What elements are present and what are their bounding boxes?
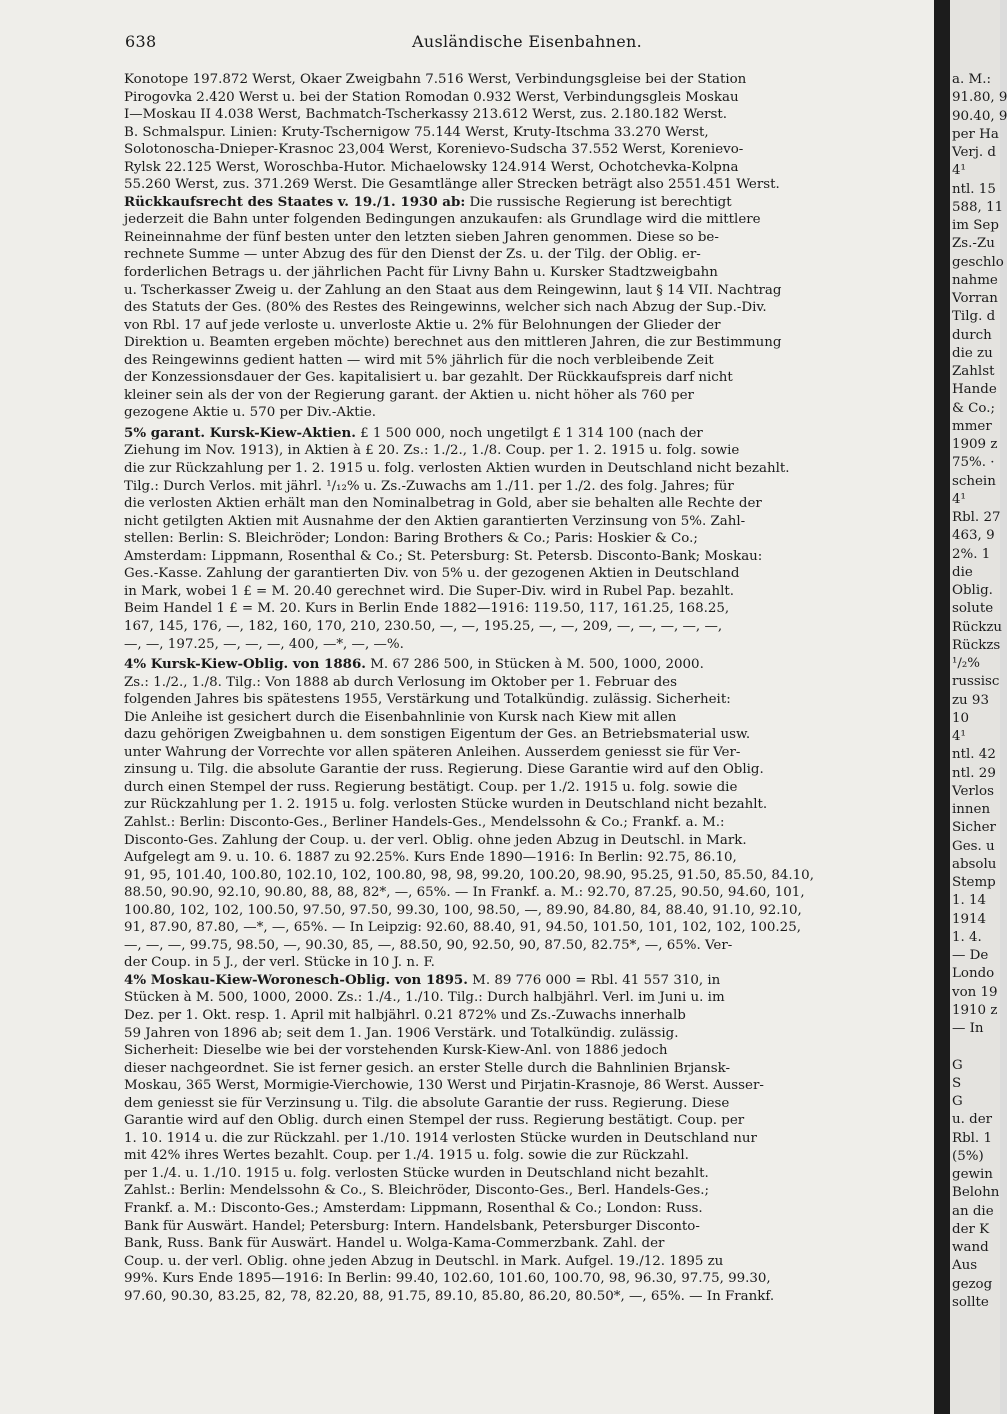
page-number: 638	[125, 32, 157, 51]
facing-page-fragment: schein	[952, 473, 996, 489]
line-text: Garantie wird auf den Oblig. durch einen Stempel der russ. Regierung bestätigt. Coup. per	[124, 1113, 745, 1129]
text-line	[124, 709, 932, 727]
facing-page-fragment: 1. 4.	[952, 929, 982, 945]
facing-page-fragment: innen	[952, 802, 991, 817]
text-line	[124, 530, 932, 548]
facing-page-fragment: Zs.-Zu	[952, 236, 995, 252]
text-line	[124, 1165, 932, 1183]
line-text: der Coup. in 5 J., der verl. Stücke in 10 J. n. F.	[124, 955, 435, 971]
line-text: u. Tscherkasser Zweig u. der Zahlung an den Staat aus dem Reingewinn, laut § 14 VII. Nachtrag	[124, 282, 782, 298]
line-text: Rylsk 22.125 Werst, Woroschba-Hutor. Michaelowsky 124.914 Werst, Ochotchevka-Kolpna	[124, 159, 739, 175]
text-line	[124, 796, 932, 814]
text-line	[124, 89, 932, 107]
line-text: folgenden Jahres bis spätestens 1955, Verstärkung und Totalkündig. zulässig. Sicherheit:	[124, 692, 731, 708]
facing-page-fragment: Vorran	[952, 291, 998, 306]
line-text: stellen: Berlin: S. Bleichröder; London: Baring Brothers & Co.; Paris: Hoskier & Co.;	[124, 531, 698, 547]
text-line	[124, 1270, 932, 1288]
text-line	[124, 691, 932, 709]
facing-page-fragment: Londo	[952, 966, 995, 982]
text-line	[124, 779, 932, 797]
text-line	[124, 1060, 932, 1078]
text-line	[124, 282, 932, 300]
facing-page-fragment: ntl. 15	[952, 181, 996, 197]
text-line	[124, 460, 932, 478]
text-line	[124, 867, 932, 885]
facing-page-fragment	[952, 1038, 1000, 1056]
facing-page-fragment: ¹/₂%	[952, 656, 980, 671]
section-heading: Rückkaufsrecht des Staates v. 19./1. 1930 ab:	[124, 193, 466, 210]
text-line	[124, 1253, 932, 1271]
line-text: Die russische Regierung ist berechtigt	[465, 194, 732, 210]
line-text: Dez. per 1. Okt. resp. 1. April mit halbjährl. 0.21 872% und Zs.-Zuwachs innerhalb	[124, 1007, 686, 1023]
line-text: Bank für Auswärt. Handel; Petersburg: Intern. Handelsbank, Petersburger Disconto-	[124, 1218, 700, 1234]
text-line	[124, 264, 932, 282]
facing-page-fragment: 588, 11	[952, 199, 1004, 215]
line-text: 88.50, 90.90, 92.10, 90.80, 88, 88, 82*, —, 65%. — In Frankf. a. M.: 92.70, 87.25, 90.50, 94.60, 101,	[124, 885, 805, 901]
facing-page-fragment: G	[952, 1094, 963, 1109]
facing-page-fragment: Aus	[952, 1258, 978, 1274]
facing-page-fragment: Tilg. d	[952, 309, 996, 325]
line-text: 167, 145, 176, —, 182, 160, 170, 210, 230.50, —, —, 195.25, —, —, 209, —, —, —, —, —,	[124, 618, 723, 634]
text-line	[124, 246, 932, 264]
text-line	[124, 1130, 932, 1148]
line-text: dem geniesst sie für Verzinsung u. Tilg. die absolute Garantie der russ. Regierung. Diese	[124, 1095, 730, 1111]
line-text: mit 42% ihres Wertes bezahlt. Coup. per 1./4. 1915 u. folg. sowie die zur Rückzahl.	[124, 1148, 689, 1164]
line-text: Direktion u. Beamten ergeben möchte) berechnet aus den mittleren Jahren, die zur Bestimmung	[124, 335, 782, 351]
facing-page-fragment: 91.80, 9	[952, 90, 1007, 106]
text-line	[124, 478, 932, 496]
text-line	[124, 334, 932, 352]
text-line	[124, 369, 932, 387]
facing-page-edge	[950, 0, 1007, 1414]
facing-page-fragment: zu 93	[952, 692, 989, 708]
line-text: Zahlst.: Berlin: Disconto-Ges., Berliner Handels-Ges., Mendelssohn & Co.; Frankf. a. M.:	[124, 814, 725, 830]
text-line	[124, 726, 932, 744]
facing-page-fragment: Stemp	[952, 875, 996, 890]
text-line	[124, 194, 932, 212]
text-line	[124, 583, 932, 601]
text-line	[124, 1042, 932, 1060]
text-line	[124, 989, 932, 1007]
facing-page-fragment: 1. 14	[952, 893, 987, 909]
facing-page-fragment: 4¹	[952, 163, 966, 179]
line-text: Coup. u. der verl. Oblig. ohne jeden Abzug in Deutschl. in Mark. Aufgel. 19./12. 1895 zu	[124, 1253, 724, 1269]
running-title: Ausländische Eisenbahnen.	[412, 32, 642, 51]
text-line	[124, 1025, 932, 1043]
facing-page-fragment: 1909 z	[952, 437, 998, 452]
facing-page-fragment: Oblig.	[952, 583, 993, 598]
text-line	[124, 600, 932, 618]
facing-page-fragment: die zu	[952, 345, 993, 361]
facing-page-fragment: u. der	[952, 1112, 993, 1128]
text-line	[124, 387, 932, 405]
line-text: B. Schmalspur. Linien: Kruty-Tschernigow 75.144 Werst, Kruty-Itschma 33.270 Werst,	[124, 124, 709, 140]
line-text: 91, 87.90, 87.80, —*, —, 65%. — In Leipzig: 92.60, 88.40, 91, 94.50, 101.50, 101, 102, 102, 100.25,	[124, 920, 801, 936]
line-text: 97.60, 90.30, 83.25, 82, 78, 82.20, 88, 91.75, 89.10, 85.80, 86.20, 80.50*, —, 65%. — In Frankf.	[124, 1288, 775, 1304]
body-text-column	[124, 71, 932, 1305]
line-text: die zur Rückzahlung per 1. 2. 1915 u. folg. verlosten Aktien wurden in Deutschland nicht bezahlt.	[124, 461, 790, 477]
facing-page-fragment: Zahlst	[952, 364, 995, 379]
facing-page-fragment: sollte	[952, 1294, 989, 1310]
line-text: der Konzessionsdauer der Ges. kapitalisiert u. bar gezahlt. Der Rückkaufspreis darf nicht	[124, 370, 733, 386]
facing-page-fragment: 90.40, 9	[952, 108, 1007, 124]
line-text: Ziehung im Nov. 1913), in Aktien à £ 20. Zs.: 1./2., 1./8. Coup. per 1. 2. 1915 u. folg. sowie	[124, 443, 740, 459]
text-line	[124, 352, 932, 370]
text-line	[124, 299, 932, 317]
text-line	[124, 618, 932, 636]
facing-page-fragment: — De	[952, 948, 989, 963]
text-line	[124, 548, 932, 566]
text-line	[124, 744, 932, 762]
text-line	[124, 159, 932, 177]
line-text: kleiner sein als der von der Regierung garant. der Aktien u. nicht höher als 760 per	[124, 387, 694, 403]
facing-page-fragment: — In	[952, 1021, 984, 1036]
text-line	[124, 1218, 932, 1236]
text-line	[124, 1077, 932, 1095]
text-line	[124, 919, 932, 937]
facing-page-fragment: Ges. u	[952, 838, 995, 854]
text-line	[124, 937, 932, 955]
text-line	[124, 814, 932, 832]
line-text: zur Rückzahlung per 1. 2. 1915 u. folg. verlosten Stücke wurden in Deutschland nicht bezahlt.	[124, 797, 768, 813]
facing-page-fragment: gewin	[952, 1167, 993, 1182]
line-text: 1. 10. 1914 u. die zur Rückzahl. per 1./10. 1914 verlosten Stücke wurden in Deutschland nur	[124, 1130, 757, 1146]
line-text: M. 67 286 500, in Stücken à M. 500, 1000, 2000.	[365, 657, 704, 673]
line-text: Zahlst.: Berlin: Mendelssohn & Co., S. Bleichröder, Disconto-Ges., Berl. Handels-Ges.;	[124, 1183, 710, 1199]
line-text: 100.80, 102, 102, 100.50, 97.50, 97.50, 99.30, 100, 98.50, —, 89.90, 84.80, 84, 88.40, 91.10, 92.10,	[124, 902, 802, 918]
section-heading: 4% Kursk-Kiew-Oblig. von 1886.	[124, 656, 366, 673]
line-text: 91, 95, 101.40, 100.80, 102.10, 102, 100.80, 98, 98, 99.20, 100.20, 98.90, 95.25, 91.50, 85.50, 84.10,	[124, 867, 814, 883]
line-text: durch einen Stempel der russ. Regierung bestätigt. Coup. per 1./2. 1915 u. folg. sowie die	[124, 779, 738, 795]
text-line	[124, 972, 932, 990]
line-text: —, —, —, 99.75, 98.50, —, 90.30, 85, —, 88.50, 90, 92.50, 90, 87.50, 82.75*, —, 65%. Ver-	[124, 937, 733, 953]
facing-page-fragment: durch	[952, 327, 992, 343]
line-text: Sicherheit: Dieselbe wie bei der vorstehenden Kursk-Kiew-Anl. von 1886 jedoch	[124, 1043, 668, 1059]
line-text: Tilg.: Durch Verlos. mit jährl. ¹/₁₂% u. Zs.-Zuwachs am 1./11. per 1./2. des folg. Jahres; für	[124, 478, 734, 494]
facing-page-fragment: wand	[952, 1240, 989, 1255]
line-text: Solotonoscha-Dnieper-Krasnoc 23,004 Werst, Korenievo-Sudscha 37.552 Werst, Korenievo-	[124, 142, 744, 158]
facing-page-fragment: Verj. d	[952, 145, 997, 160]
text-line	[124, 495, 932, 513]
text-line	[124, 1235, 932, 1253]
text-line	[124, 674, 932, 692]
facing-page-fragment: (5%)	[952, 1148, 984, 1164]
section-heading: 4% Moskau-Kiew-Woronesch-Oblig. von 1895.	[124, 971, 468, 988]
text-line	[124, 1112, 932, 1130]
facing-page-fragment: mmer	[952, 418, 992, 434]
facing-page-fragment: 2%. 1	[952, 546, 991, 562]
facing-page-fragment: Hande	[952, 382, 997, 398]
line-text: unter Wahrung der Vorrechte vor allen späteren Anleihen. Ausserdem geniesst sie für Ver-	[124, 744, 741, 760]
line-text: Beim Handel 1 £ = M. 20. Kurs in Berlin Ende 1882—1916: 119.50, 117, 161.25, 168.25,	[124, 601, 730, 617]
line-text: Aufgelegt am 9. u. 10. 6. 1887 zu 92.25%. Kurs Ende 1890—1916: In Berlin: 92.75, 86.10,	[124, 850, 737, 866]
line-text: des Statuts der Ges. (80% des Restes des Reingewinns, welcher sich nach Abzug der Sup.-Div.	[124, 300, 767, 316]
line-text: Disconto-Ges. Zahlung der Coup. u. der verl. Oblig. ohne jeden Abzug in Deutschl. in Mark.	[124, 832, 747, 848]
line-text: Frankf. a. M.: Disconto-Ges.; Amsterdam: Lippmann, Rosenthal & Co.; London: Russ.	[124, 1201, 703, 1216]
text-line	[124, 761, 932, 779]
line-text: Stücken à M. 500, 1000, 2000. Zs.: 1./4., 1./10. Tilg.: Durch halbjährl. Verl. im Juni u. im	[124, 990, 725, 1006]
text-line	[124, 124, 932, 142]
line-text: die verlosten Aktien erhält man den Nominalbetrag in Gold, aber sie behalten alle Rechte der	[124, 496, 762, 512]
book-binding-gutter	[934, 0, 950, 1414]
line-text: gezogene Aktie u. 570 per Div.-Aktie.	[124, 405, 377, 421]
facing-page-fragment: 4¹	[952, 491, 966, 507]
page-header	[0, 32, 942, 56]
line-text: M. 89 776 000 = Rbl. 41 557 310, in	[467, 972, 721, 988]
facing-page-fragment: G	[952, 1057, 963, 1073]
text-line	[124, 565, 932, 583]
line-text: Amsterdam: Lippmann, Rosenthal & Co.; St. Petersburg: St. Petersb. Disconto-Bank; Moskau:	[124, 548, 763, 564]
line-text: von Rbl. 17 auf jede verloste u. unverloste Aktie u. 2% für Belohnungen der Glieder der	[124, 317, 721, 333]
facing-page-fragment: S	[952, 1075, 962, 1091]
facing-page-fragment: im Sep	[952, 218, 999, 233]
line-text: jederzeit die Bahn unter folgenden Bedingungen anzukaufen: als Grundlage wird die mittlere	[124, 212, 761, 228]
text-line	[124, 513, 932, 531]
line-text: Moskau, 365 Werst, Mormigie-Vierchowie, 130 Werst und Pirjatin-Krasnoje, 86 Werst. Ausser-	[124, 1078, 764, 1094]
line-text: des Reingewinns gedient hatten — wird mit 5% jährlich für die noch verbleibende Zeit	[124, 352, 714, 368]
facing-page-fragment: solute	[952, 601, 994, 617]
text-line	[124, 849, 932, 867]
text-line	[124, 1288, 932, 1306]
line-text: £ 1 500 000, noch ungetilgt £ 1 314 100 (nach der	[355, 425, 703, 441]
line-text: Reineinnahme der fünf besten unter den letzten sieben Jahren genommen. Diese so be-	[124, 229, 719, 245]
facing-page-fragment: Rbl. 1	[952, 1130, 992, 1146]
text-line	[124, 442, 932, 460]
text-line	[124, 176, 932, 194]
line-text: Pirogovka 2.420 Werst u. bei der Station Romodan 0.932 Werst, Verbindungsgleis Moskau	[124, 89, 739, 105]
text-line	[124, 1007, 932, 1025]
line-text: per 1./4. u. 1./10. 1915 u. folg. verlosten Stücke wurden in Deutschland nicht bezahlt.	[124, 1165, 709, 1181]
text-line	[124, 71, 932, 89]
line-text: Konotope 197.872 Werst, Okaer Zweigbahn 7.516 Werst, Verbindungsgleise bei der Station	[124, 72, 747, 87]
facing-page-fragment: nahme	[952, 272, 998, 288]
text-line	[124, 229, 932, 247]
facing-page-fragment: 10	[952, 710, 970, 726]
facing-page-fragment: ntl. 42	[952, 747, 996, 763]
facing-page-fragment: von 19	[952, 984, 998, 1000]
facing-page-fragment: 1910 z	[952, 1002, 998, 1018]
facing-page-fragment: der K	[952, 1221, 990, 1237]
line-text: Zs.: 1./2., 1./8. Tilg.: Von 1888 ab durch Verlosung im Oktober per 1. Februar des	[124, 674, 677, 690]
text-line	[124, 141, 932, 159]
text-line	[124, 1182, 932, 1200]
line-text: —, —, 197.25, —, —, —, 400, —*, —, —%.	[124, 636, 404, 652]
line-text: 59 Jahren von 1896 ab; seit dem 1. Jan. 1906 Verstärk. und Totalkündig. zulässig.	[124, 1025, 679, 1041]
text-line	[124, 211, 932, 229]
facing-page-fragment: 1914	[952, 911, 987, 927]
facing-page-fragment: absolu	[952, 856, 997, 872]
text-line	[124, 425, 932, 443]
text-line	[124, 1147, 932, 1165]
facing-page-fragment: 75%. ·	[952, 455, 995, 471]
facing-page-fragment: russisc	[952, 674, 1000, 690]
facing-page-fragment: a. M.:	[952, 72, 991, 87]
line-text: I—Moskau II 4.038 Werst, Bachmatch-Tscherkassy 213.612 Werst, zus. 2.180.182 Werst.	[124, 107, 727, 123]
line-text: Ges.-Kasse. Zahlung der garantierten Div. von 5% u. der gezogenen Aktien in Deutschland	[124, 566, 740, 582]
text-line	[124, 902, 932, 920]
facing-page-fragment: 463, 9	[952, 528, 995, 544]
text-line	[124, 656, 932, 674]
line-text: nicht getilgten Aktien mit Ausnahme der den Aktien garantierten Verzinsung von 5%. Zahl-	[124, 513, 746, 529]
line-text: 99%. Kurs Ende 1895—1916: In Berlin: 99.40, 102.60, 101.60, 100.70, 98, 96.30, 97.75, 99.30,	[124, 1271, 771, 1287]
facing-page-fragment: Verlos	[952, 783, 994, 799]
line-text: 55.260 Werst, zus. 371.269 Werst. Die Gesamtlänge aller Strecken beträgt also 2551.451 Werst.	[124, 177, 780, 193]
facing-page-fragment: geschlo	[952, 254, 1004, 270]
text-line	[124, 636, 932, 654]
line-text: dieser nachgeordnet. Sie ist ferner gesich. an erster Stelle durch die Bahnlinien Brjansk-	[124, 1060, 731, 1076]
text-line	[124, 1200, 932, 1218]
text-line	[124, 404, 932, 422]
section-heading: 5% garant. Kursk-Kiew-Aktien.	[124, 424, 356, 441]
facing-page-fragment: & Co.;	[952, 400, 996, 416]
line-text: Die Anleihe ist gesichert durch die Eisenbahnlinie von Kursk nach Kiew mit allen	[124, 709, 677, 725]
line-text: dazu gehörigen Zweigbahnen u. dem sonstigen Eigentum der Ges. an Betriebsmaterial usw.	[124, 727, 751, 743]
facing-page-fragment: die	[952, 564, 973, 580]
facing-page-fragment: ntl. 29	[952, 765, 996, 781]
facing-page-fragment: Rbl. 27	[952, 510, 1001, 525]
facing-page-text	[952, 71, 1007, 1312]
facing-page-fragment: Rückzu	[952, 619, 1002, 635]
text-line	[124, 832, 932, 850]
text-line	[124, 1095, 932, 1113]
facing-page-fragment: Belohn	[952, 1185, 1000, 1201]
facing-page-fragment: 4¹	[952, 729, 966, 744]
text-line	[124, 884, 932, 902]
facing-page-fragment: Sicher	[952, 820, 996, 836]
line-text: Bank, Russ. Bank für Auswärt. Handel u. Wolga-Kama-Commerzbank. Zahl. der	[124, 1236, 665, 1252]
line-text: zinsung u. Tilg. die absolute Garantie der russ. Regierung. Diese Garantie wird auf den Oblig.	[124, 762, 764, 778]
text-line	[124, 317, 932, 335]
line-text: rechnete Summe — unter Abzug des für den Dienst der Zs. u. der Tilg. der Oblig. er-	[124, 247, 701, 263]
facing-page-fragment: an die	[952, 1203, 994, 1219]
facing-page-fragment: gezog	[952, 1276, 993, 1292]
text-line	[124, 106, 932, 124]
line-text: in Mark, wobei 1 £ = M. 20.40 gerechnet wird. Die Super-Div. wird in Rubel Pap. bezahlt.	[124, 583, 735, 599]
text-line	[124, 954, 932, 972]
facing-page-fragment: per Ha	[952, 126, 999, 142]
facing-page-fragment: Rückzs	[952, 637, 1001, 653]
line-text: forderlichen Betrags u. der jährlichen Pacht für Livny Bahn u. Kursker Stadtzweigbahn	[124, 265, 718, 281]
